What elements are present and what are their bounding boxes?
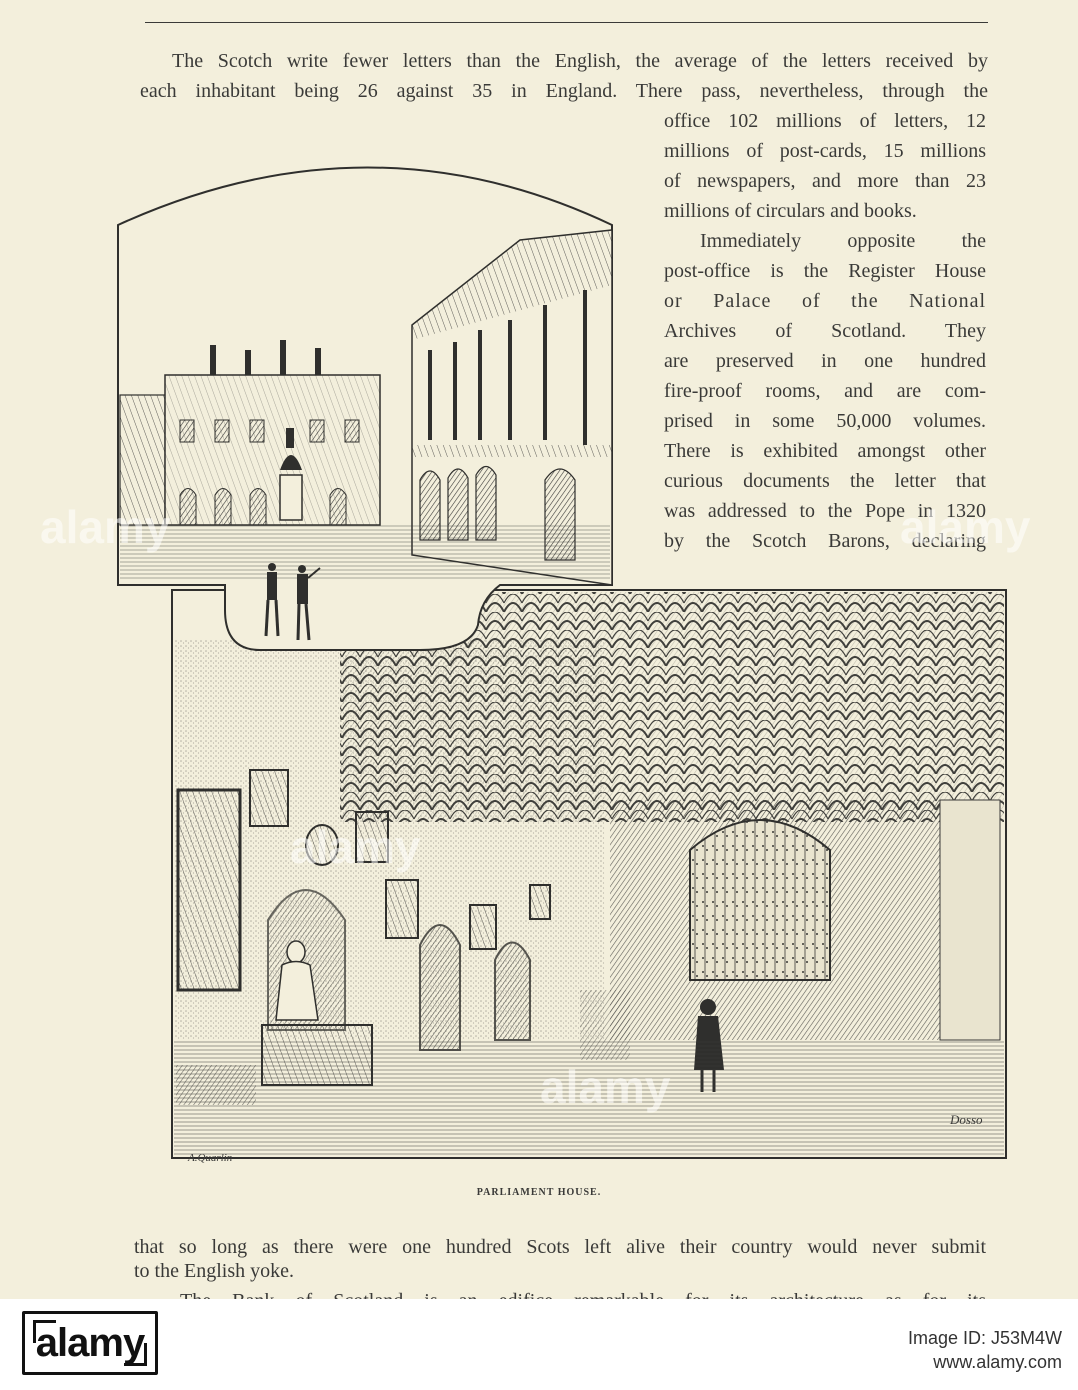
column-line: post-office is the Register House — [664, 260, 986, 282]
column-line: of newspapers, and more than 23 — [664, 170, 986, 192]
paragraph-line: that so long as there were one hundred Scots left alive their country would never submit — [134, 1236, 986, 1258]
column-line: was addressed to the Pope in 1320 — [664, 500, 986, 522]
column-line: There is exhibited amongst other — [664, 440, 986, 462]
column-line: Immediately opposite the — [700, 230, 986, 252]
register-house-illustration — [118, 168, 612, 651]
alamy-logo[interactable]: alamy — [22, 1311, 158, 1375]
engraver-signature-left: A.Quarlin — [188, 1152, 233, 1164]
column-line: by the Scotch Barons, declaring — [664, 530, 986, 552]
column-line: office 102 millions of letters, 12 — [664, 110, 986, 132]
column-line: are preserved in one hundred — [664, 350, 986, 372]
paragraph-line: each inhabitant being 26 against 35 in England. There pass, nevertheless, through the — [140, 80, 988, 102]
watermark: alamy — [900, 501, 1031, 553]
watermark: alamy — [290, 821, 421, 873]
column-line: Archives of Scotland. They — [664, 320, 986, 342]
column-line: millions of circulars and books. — [664, 200, 917, 222]
watermark: alamy — [540, 1061, 671, 1113]
column-line: fire-proof rooms, and are com- — [664, 380, 986, 402]
column-line: millions of post-cards, 15 millions — [664, 140, 986, 162]
paragraph-line: The Scotch write fewer letters than the English, the average of the letters received by — [172, 50, 988, 72]
engraver-signature-right: Dosso — [950, 1112, 983, 1127]
paragraph-line: to the English yoke. — [134, 1260, 294, 1282]
image-id-label: Image ID: J53M4W — [907, 1328, 1062, 1348]
column-line: or Palace of the National — [664, 290, 986, 312]
figure-caption: PARLIAMENT HOUSE. — [476, 1187, 602, 1198]
site-url-link[interactable]: www.alamy.com — [933, 1352, 1062, 1372]
column-line: prised in some 50,000 volumes. — [664, 410, 986, 432]
watermark: alamy — [40, 501, 171, 553]
column-line: curious documents the letter that — [664, 470, 986, 492]
